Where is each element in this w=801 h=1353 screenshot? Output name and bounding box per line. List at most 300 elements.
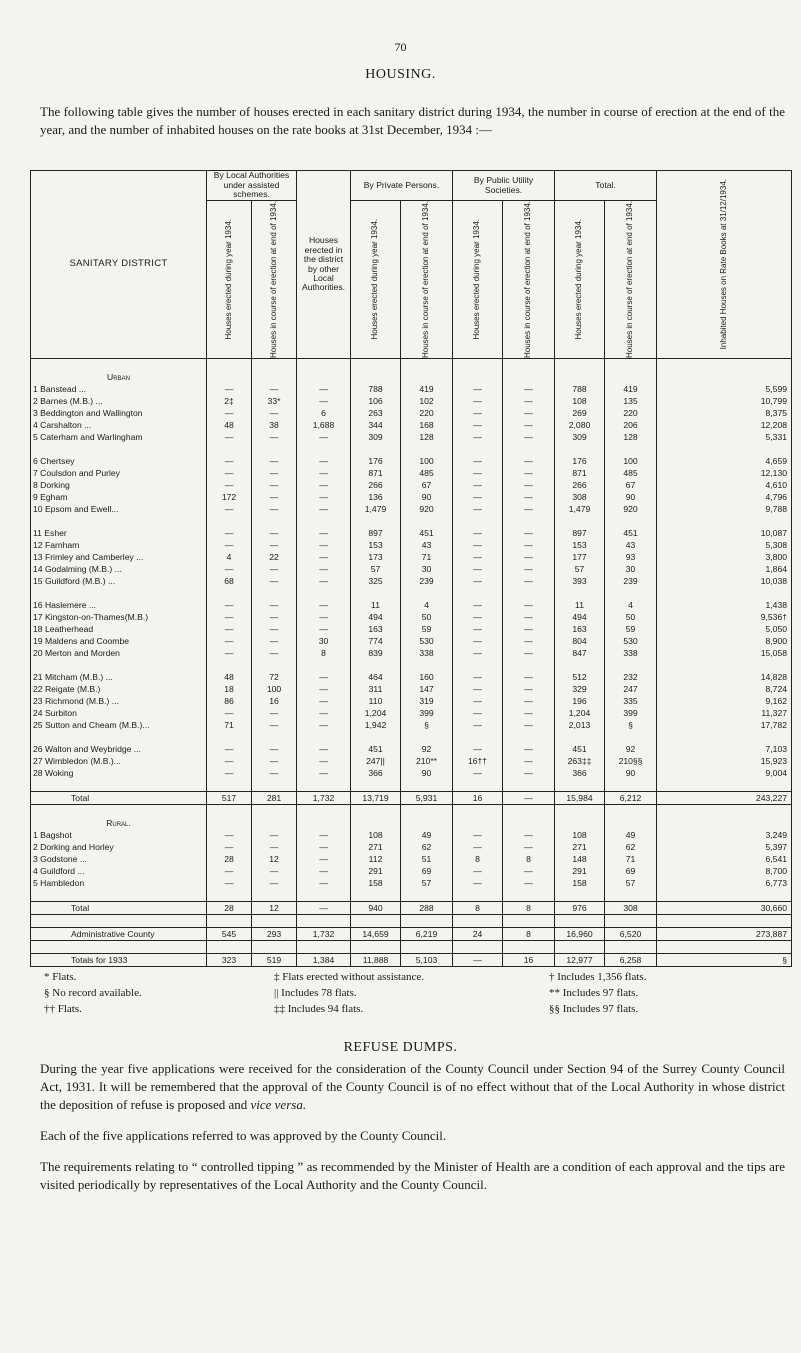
spacer-cell <box>555 731 605 743</box>
table-cell: 62 <box>401 841 453 853</box>
spacer-cell <box>605 941 657 954</box>
table-cell: 17,782 <box>657 719 792 731</box>
header-group-local: By Local Authorities under assisted schemes. <box>207 171 297 201</box>
table-cell: 247|| <box>351 755 401 767</box>
spacer-cell <box>297 587 351 599</box>
spacer-cell <box>207 359 252 372</box>
table-cell: — <box>453 611 503 623</box>
table-cell: — <box>252 865 297 877</box>
table-cell: 1,732 <box>297 928 351 941</box>
district-name: 11 Esher <box>31 527 207 539</box>
table-cell: 311 <box>351 683 401 695</box>
table-cell: — <box>252 599 297 611</box>
table-cell: — <box>252 491 297 503</box>
spacer-cell <box>453 359 503 372</box>
table-cell: 173 <box>351 551 401 563</box>
table-cell: 451 <box>351 743 401 755</box>
district-name: 3 Beddington and Wallington <box>31 407 207 419</box>
table-cell: 8 <box>453 902 503 915</box>
table-cell: — <box>207 503 252 515</box>
spacer-cell <box>657 889 792 902</box>
table-body <box>31 359 792 967</box>
district-name: 26 Walton and Weybridge ... <box>31 743 207 755</box>
table-cell: — <box>503 841 555 853</box>
district-name: 23 Richmond (M.B.) ... <box>31 695 207 707</box>
table-cell: 3,249 <box>657 829 792 841</box>
spacer-cell <box>555 805 605 818</box>
table-cell: — <box>503 467 555 479</box>
table-row <box>31 563 792 575</box>
administrative-county-row <box>31 928 792 941</box>
table-row <box>31 623 792 635</box>
table-cell: — <box>297 743 351 755</box>
district-name: 22 Reigate (M.B.) <box>31 683 207 695</box>
table-cell: 16 <box>453 792 503 805</box>
table-cell: — <box>503 407 555 419</box>
table-cell: 5,103 <box>401 954 453 967</box>
table-cell: 12 <box>252 902 297 915</box>
empty-cell <box>503 371 555 383</box>
table-cell: 5,308 <box>657 539 792 551</box>
table-row <box>31 683 792 695</box>
table-cell: — <box>503 575 555 587</box>
refuse-paragraph-3: The requirements relating to “ controlled tipping ” as recommended by the Minister of Health are a condition of each approval and the tips are visited periodically by representatives of the Local Authority and the County Council. <box>40 1159 785 1192</box>
spacer-cell <box>401 659 453 671</box>
table-cell: 10,038 <box>657 575 792 587</box>
spacer-cell <box>31 443 207 455</box>
spacer-cell <box>555 659 605 671</box>
table-cell: — <box>503 707 555 719</box>
table-cell: 4 <box>605 599 657 611</box>
table-cell: — <box>252 755 297 767</box>
table-cell: 5,050 <box>657 623 792 635</box>
spacer-row <box>31 889 792 902</box>
table-cell: 325 <box>351 575 401 587</box>
table-cell: 263 <box>351 407 401 419</box>
spacer-cell <box>503 515 555 527</box>
spacer-cell <box>207 731 252 743</box>
spacer-cell <box>657 587 792 599</box>
empty-cell <box>401 817 453 829</box>
spacer-cell <box>605 915 657 928</box>
intro-paragraph: The following table gives the number of houses erected in each sanitary district during 1934, the number in course of erection at the end of the year, and the number of inhabited houses on the rate books at 31st December, 1934 :— <box>40 104 785 137</box>
spacer-cell <box>351 731 401 743</box>
table-cell: 519 <box>252 954 297 967</box>
table-cell: 871 <box>351 467 401 479</box>
table-cell: 5,599 <box>657 383 792 395</box>
table-cell: 1,438 <box>657 599 792 611</box>
table-cell: § <box>401 719 453 731</box>
table-cell: 4,796 <box>657 491 792 503</box>
table-cell: 897 <box>555 527 605 539</box>
district-name: 12 Farnham <box>31 539 207 551</box>
table-cell: 177 <box>555 551 605 563</box>
spacer-cell <box>503 587 555 599</box>
table-cell: 176 <box>555 455 605 467</box>
spacer-cell <box>297 941 351 954</box>
table-cell: 71 <box>207 719 252 731</box>
table-cell: 160 <box>401 671 453 683</box>
table-cell: 399 <box>401 707 453 719</box>
spacer-cell <box>401 941 453 954</box>
spacer-row <box>31 515 792 527</box>
page-title: HOUSING. <box>365 67 436 82</box>
district-name: Totals for 1933 <box>31 954 207 967</box>
empty-cell <box>453 817 503 829</box>
table-row <box>31 719 792 731</box>
spacer-cell <box>657 659 792 671</box>
spacer-cell <box>351 889 401 902</box>
empty-cell <box>657 371 792 383</box>
spacer-cell <box>401 515 453 527</box>
empty-cell <box>555 371 605 383</box>
spacer-cell <box>657 443 792 455</box>
table-cell: 4,659 <box>657 455 792 467</box>
table-cell: — <box>252 407 297 419</box>
table-cell: 92 <box>401 743 453 755</box>
table-cell: 232 <box>605 671 657 683</box>
spacer-cell <box>252 587 297 599</box>
table-cell: — <box>503 551 555 563</box>
empty-cell <box>252 371 297 383</box>
table-cell: 163 <box>555 623 605 635</box>
table-cell: — <box>207 539 252 551</box>
table-cell: — <box>503 829 555 841</box>
spacer-cell <box>503 805 555 818</box>
table-cell: 6,258 <box>605 954 657 967</box>
district-name: 1 Banstead ... <box>31 383 207 395</box>
table-cell: 8,375 <box>657 407 792 419</box>
table-cell: — <box>207 865 252 877</box>
spacer-cell <box>605 659 657 671</box>
table-cell: 804 <box>555 635 605 647</box>
table-cell: 451 <box>555 743 605 755</box>
table-cell: 59 <box>605 623 657 635</box>
footnote-row <box>44 1002 784 1018</box>
table-cell: 1,479 <box>351 503 401 515</box>
table-row <box>31 829 792 841</box>
table-cell: — <box>297 575 351 587</box>
table-cell: 86 <box>207 695 252 707</box>
header-utility-erected: Houses erected during year 1934. <box>453 201 503 359</box>
table-cell: — <box>453 539 503 551</box>
table-cell: 897 <box>351 527 401 539</box>
table-cell: 15,058 <box>657 647 792 659</box>
spacer-cell <box>453 779 503 792</box>
spacer-cell <box>297 359 351 372</box>
table-cell: — <box>453 635 503 647</box>
table-cell: 10,087 <box>657 527 792 539</box>
table-cell: 3,800 <box>657 551 792 563</box>
district-name: 3 Godstone ... <box>31 853 207 865</box>
table-cell: 108 <box>555 829 605 841</box>
empty-cell <box>453 371 503 383</box>
table-cell: — <box>252 743 297 755</box>
spacer-cell <box>252 731 297 743</box>
table-cell: 15,984 <box>555 792 605 805</box>
table-cell: 30 <box>605 563 657 575</box>
table-cell: 940 <box>351 902 401 915</box>
table-cell: — <box>453 467 503 479</box>
table-cell: 9,788 <box>657 503 792 515</box>
spacer-cell <box>31 915 207 928</box>
table-cell: 319 <box>401 695 453 707</box>
table-cell: 451 <box>401 527 453 539</box>
table-cell: 69 <box>401 865 453 877</box>
table-cell: — <box>297 695 351 707</box>
table-cell: 110 <box>351 695 401 707</box>
table-cell: 271 <box>555 841 605 853</box>
table-row <box>31 599 792 611</box>
table-cell: 788 <box>555 383 605 395</box>
table-cell: — <box>207 623 252 635</box>
table-cell: — <box>207 599 252 611</box>
table-cell: 102 <box>401 395 453 407</box>
table-cell: — <box>503 792 555 805</box>
table-cell: — <box>503 395 555 407</box>
spacer-cell <box>297 805 351 818</box>
table-cell: — <box>297 563 351 575</box>
spacer-cell <box>657 941 792 954</box>
table-cell: 530 <box>401 635 453 647</box>
table-cell: — <box>207 647 252 659</box>
table-cell: — <box>453 865 503 877</box>
table-cell: § <box>605 719 657 731</box>
table-cell: 11 <box>351 599 401 611</box>
table-cell: — <box>503 383 555 395</box>
table-cell: 210** <box>401 755 453 767</box>
table-cell: — <box>503 755 555 767</box>
table-cell: 10,799 <box>657 395 792 407</box>
table-cell: — <box>503 767 555 779</box>
spacer-cell <box>657 515 792 527</box>
table-cell: 135 <box>605 395 657 407</box>
table-cell: 291 <box>351 865 401 877</box>
spacer-cell <box>401 731 453 743</box>
table-cell: 108 <box>351 829 401 841</box>
header-sanitary-district: SANITARY DISTRICT <box>31 171 207 359</box>
spacer-cell <box>207 941 252 954</box>
table-cell: 266 <box>351 479 401 491</box>
spacer-cell <box>31 941 207 954</box>
table-cell: — <box>297 611 351 623</box>
table-cell: — <box>453 707 503 719</box>
table-cell: 90 <box>401 491 453 503</box>
spacer-cell <box>401 915 453 928</box>
table-cell: 920 <box>605 503 657 515</box>
table-row <box>31 491 792 503</box>
table-cell: — <box>453 383 503 395</box>
table-row <box>31 431 792 443</box>
table-cell: 176 <box>351 455 401 467</box>
table-cell: — <box>207 467 252 479</box>
table-cell: — <box>207 527 252 539</box>
district-name: 7 Coulsdon and Purley <box>31 467 207 479</box>
table-cell: — <box>252 829 297 841</box>
table-cell: 50 <box>401 611 453 623</box>
spacer-cell <box>401 779 453 792</box>
table-cell: — <box>207 611 252 623</box>
spacer-cell <box>657 731 792 743</box>
table-cell: 2‡ <box>207 395 252 407</box>
district-name: 5 Caterham and Warlingham <box>31 431 207 443</box>
table-cell: — <box>453 954 503 967</box>
district-name: 4 Carshalton ... <box>31 419 207 431</box>
table-cell: 281 <box>252 792 297 805</box>
table-cell: — <box>297 479 351 491</box>
spacer-cell <box>401 587 453 599</box>
table-cell: — <box>453 841 503 853</box>
spacer-cell <box>555 359 605 372</box>
table-cell: — <box>503 599 555 611</box>
spacer-cell <box>297 889 351 902</box>
spacer-cell <box>555 443 605 455</box>
spacer-cell <box>503 443 555 455</box>
spacer-cell <box>503 889 555 902</box>
table-cell: — <box>503 695 555 707</box>
spacer-cell <box>503 731 555 743</box>
table-cell: — <box>297 683 351 695</box>
header-utility-in-course: Houses in course of erection at end of 1934. <box>503 201 555 359</box>
header-inhabited: Inhabited Houses on Rate Books at 31/12/1934. <box>657 171 792 359</box>
table-cell: 335 <box>605 695 657 707</box>
table-cell: 4 <box>401 599 453 611</box>
table-cell: — <box>297 383 351 395</box>
refuse-paragraph-1: During the year five applications were received for the consideration of the County Council under Section 94 of the Surrey County Council Act, 1931. It will be remembered that the approval of the County Council is of no effect without that of the Local Authority in whose district the deposition of refuse is proposed and vice versa. <box>40 1061 785 1112</box>
table-cell: — <box>453 395 503 407</box>
table-cell: 50 <box>605 611 657 623</box>
table-cell: 168 <box>401 419 453 431</box>
table-cell: 8,900 <box>657 635 792 647</box>
table-cell: — <box>297 707 351 719</box>
table-cell: — <box>297 841 351 853</box>
district-name: 27 Wimbledon (M.B.)... <box>31 755 207 767</box>
table-cell: — <box>503 635 555 647</box>
table-cell: 22 <box>252 551 297 563</box>
table-cell: 206 <box>605 419 657 431</box>
table-cell: 1,204 <box>351 707 401 719</box>
table-cell: 153 <box>555 539 605 551</box>
table-cell: 67 <box>605 479 657 491</box>
spacer-cell <box>401 805 453 818</box>
table-cell: — <box>297 551 351 563</box>
spacer-cell <box>503 659 555 671</box>
table-cell: § <box>657 954 792 967</box>
table-cell: 57 <box>605 877 657 889</box>
spacer-cell <box>351 941 401 954</box>
table-cell: 62 <box>605 841 657 853</box>
table-cell: 106 <box>351 395 401 407</box>
empty-cell <box>207 371 252 383</box>
table-cell: — <box>503 431 555 443</box>
table-cell: 48 <box>207 671 252 683</box>
table-cell: — <box>252 635 297 647</box>
table-cell: 51 <box>401 853 453 865</box>
table-cell: 90 <box>605 767 657 779</box>
table-cell: 1,384 <box>297 954 351 967</box>
spacer-cell <box>401 889 453 902</box>
table-cell: 308 <box>605 902 657 915</box>
table-cell: — <box>503 623 555 635</box>
district-name: 14 Godalming (M.B.) ... <box>31 563 207 575</box>
spacer-cell <box>31 731 207 743</box>
table-cell: — <box>453 877 503 889</box>
spacer-cell <box>503 779 555 792</box>
spacer-row <box>31 443 792 455</box>
table-cell: — <box>453 407 503 419</box>
table-cell: 788 <box>351 383 401 395</box>
table-cell: 323 <box>207 954 252 967</box>
table-row <box>31 865 792 877</box>
table-cell: 7,103 <box>657 743 792 755</box>
spacer-cell <box>555 587 605 599</box>
table-row <box>31 527 792 539</box>
table-cell: — <box>453 719 503 731</box>
table-cell: — <box>252 611 297 623</box>
table-cell: 1,942 <box>351 719 401 731</box>
table-cell: 59 <box>401 623 453 635</box>
table-cell: 393 <box>555 575 605 587</box>
table-cell: — <box>252 767 297 779</box>
table-cell: 12,130 <box>657 467 792 479</box>
table-cell: 273,887 <box>657 928 792 941</box>
table-cell: 1,688 <box>297 419 351 431</box>
spacer-cell <box>252 889 297 902</box>
table-cell: — <box>207 877 252 889</box>
district-name: Administrative County <box>31 928 207 941</box>
spacer-cell <box>252 915 297 928</box>
district-name: 2 Barnes (M.B.) ... <box>31 395 207 407</box>
table-cell: 6,773 <box>657 877 792 889</box>
spacer-cell <box>453 915 503 928</box>
table-cell: 2,080 <box>555 419 605 431</box>
section-label-row <box>31 371 792 383</box>
spacer-cell <box>657 915 792 928</box>
table-cell: — <box>453 491 503 503</box>
spacer-cell <box>252 659 297 671</box>
table-cell: 271 <box>351 841 401 853</box>
spacer-row <box>31 805 792 818</box>
table-cell: 43 <box>401 539 453 551</box>
table-cell: 90 <box>605 491 657 503</box>
spacer-cell <box>605 805 657 818</box>
table-cell: — <box>453 551 503 563</box>
table-cell: 13,719 <box>351 792 401 805</box>
table-cell: — <box>207 707 252 719</box>
empty-cell <box>401 371 453 383</box>
table-cell: 239 <box>401 575 453 587</box>
table-cell: 293 <box>252 928 297 941</box>
table-cell: 147 <box>401 683 453 695</box>
table-cell: — <box>453 743 503 755</box>
table-cell: 220 <box>605 407 657 419</box>
table-cell: 8 <box>503 853 555 865</box>
table-cell: 100 <box>252 683 297 695</box>
table-cell: 6 <box>297 407 351 419</box>
table-cell: 399 <box>605 707 657 719</box>
table-cell: 8,700 <box>657 865 792 877</box>
housing-table <box>30 170 792 967</box>
table-cell: 12,977 <box>555 954 605 967</box>
spacer-cell <box>555 889 605 902</box>
spacer-cell <box>657 805 792 818</box>
table-row <box>31 755 792 767</box>
table-cell: — <box>503 671 555 683</box>
table-cell: — <box>503 527 555 539</box>
district-name: 24 Surbiton <box>31 707 207 719</box>
table-cell: — <box>503 865 555 877</box>
table-cell: 14,828 <box>657 671 792 683</box>
